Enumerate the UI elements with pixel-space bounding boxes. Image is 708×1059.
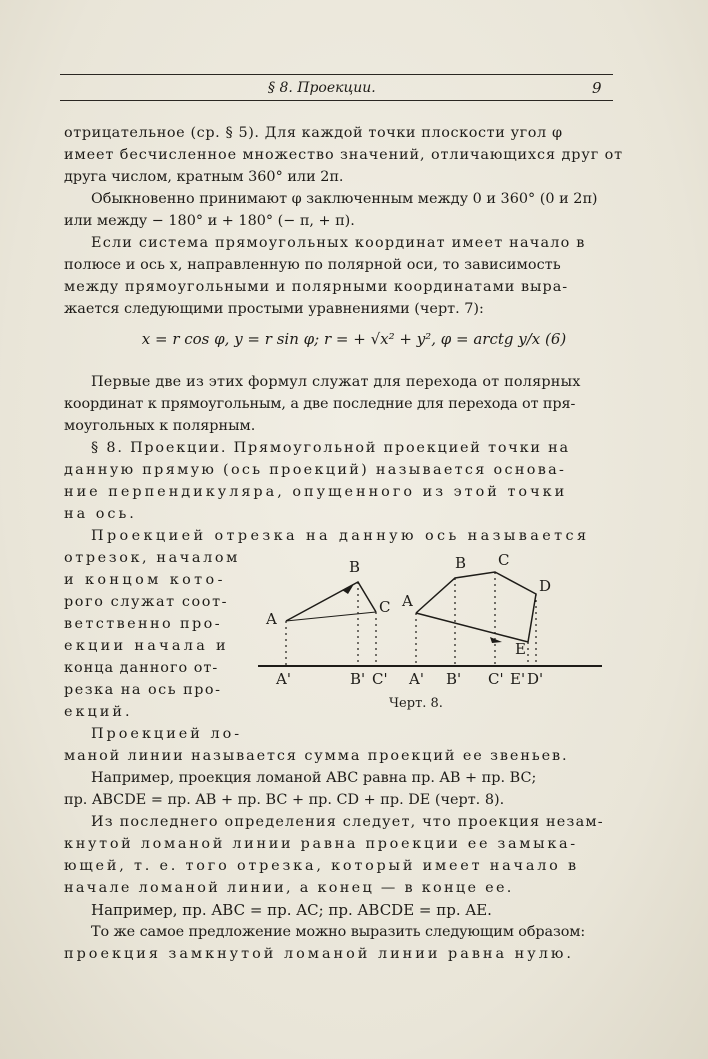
text-line: и концом кото- <box>64 572 226 588</box>
label-A: A <box>266 610 277 628</box>
header-rule-bottom <box>60 100 613 101</box>
label-C-proj: C' <box>372 670 388 688</box>
text-line: начале ломаной линии, а конец — в конце ее. <box>64 880 514 896</box>
text-line: отрезок, началом <box>64 550 240 566</box>
text-line: имеет бесчисленное множество значений, отличающихся друг от <box>64 147 624 163</box>
label-B-right: B <box>455 554 467 572</box>
right-broken-line <box>416 572 536 643</box>
figure-caption: Черт. 8. <box>389 696 443 711</box>
text-line: ющей, т. е. того отрезка, который имеет начало в <box>64 858 579 874</box>
text-line: Например, пр. ABC = пр. AC; пр. ABCDE = пр. AE. <box>91 901 492 919</box>
text-line: кнутой ломаной линии равна проекции ее замыка- <box>64 836 578 852</box>
text-line: отрицательное (ср. § 5). Для каждой точки плоскости угол φ <box>64 125 563 141</box>
text-line: маной линии называется сумма проекций ее звеньев. <box>64 748 569 764</box>
text-line: ветственно про- <box>64 616 222 632</box>
label-A-proj: A' <box>276 670 291 688</box>
text-line: екции начала и <box>64 638 229 654</box>
text-line: То же самое предложение можно выразить следующим образом: <box>91 924 586 940</box>
text-line: на ось. <box>64 506 137 522</box>
text-line: екций. <box>64 704 133 720</box>
label-D-proj: D' <box>527 670 544 688</box>
text-line: Проекцией отрезка на данную ось называется <box>91 528 590 544</box>
text-line: Проекцией ло- <box>91 726 243 742</box>
text-line: данную прямую (ось проекций) называется основа- <box>64 462 567 478</box>
section-heading-line: § 8. Проекции. Прямоугольной проекцией точки на <box>91 440 570 456</box>
text-line: друга числом, кратным 360° или 2π. <box>64 169 344 185</box>
label-A-proj-right: A' <box>409 670 424 688</box>
text-line: ние перпендикуляра, опущенного из этой точки <box>64 484 568 500</box>
projector-lines <box>286 572 536 666</box>
text-line: Например, проекция ломаной ABC равна пр. AB + пр. BC; <box>91 770 537 786</box>
text-line: пр. ABCDE = пр. AB + пр. BC + пр. CD + пр. DE (черт. 8). <box>64 792 505 808</box>
header-rule-top <box>60 74 613 75</box>
text-line: резка на ось про- <box>64 682 222 698</box>
text-line: Обыкновенно принимают φ заключенным между 0 и 360° (0 и 2π) <box>91 191 598 207</box>
label-B-proj-right: B' <box>446 670 462 688</box>
text-line: Из последнего определения следует, что проекция незам- <box>91 814 604 830</box>
label-C: C <box>379 598 391 616</box>
text-line: координат к прямоугольным, а две последние для перехода от пря- <box>64 396 576 412</box>
label-C-proj-right: C' <box>488 670 504 688</box>
running-header: § 8. Проекции. <box>268 80 376 96</box>
text-line: или между − 180° и + 180° (− π, + π). <box>64 213 355 229</box>
text-line: Первые две из этих формул служат для перехода от полярных <box>91 374 581 390</box>
text-line: моугольных к полярным. <box>64 418 256 434</box>
text-line: жается следующими простыми уравнениями (черт. 7): <box>64 301 484 317</box>
label-C-right: C <box>498 551 510 569</box>
label-B-proj: B' <box>350 670 366 688</box>
label-A-right: A <box>402 592 413 610</box>
text-line: конца данного от- <box>64 660 219 676</box>
label-B: B <box>349 558 361 576</box>
text-line: полюсе и ось x, направленную по полярной оси, то зависимость <box>64 257 561 273</box>
text-line: между прямоугольными и полярными координатами выра- <box>64 279 569 295</box>
page-number: 9 <box>592 79 602 97</box>
text-line: рого служат соот- <box>64 594 229 610</box>
left-broken-line <box>286 582 376 621</box>
text-line: Если система прямоугольных координат имеет начало в <box>91 235 586 251</box>
text-line: проекция замкнутой ломаной линии равна нулю. <box>64 946 574 962</box>
label-E: E <box>515 640 526 658</box>
label-E-proj: E' <box>510 670 526 688</box>
formula-6: x = r cos φ, y = r sin φ; r = + √x² + y², φ = arctg y/x (6) <box>141 330 567 348</box>
figure-8-diagram <box>258 548 608 688</box>
label-D: D <box>539 577 552 595</box>
